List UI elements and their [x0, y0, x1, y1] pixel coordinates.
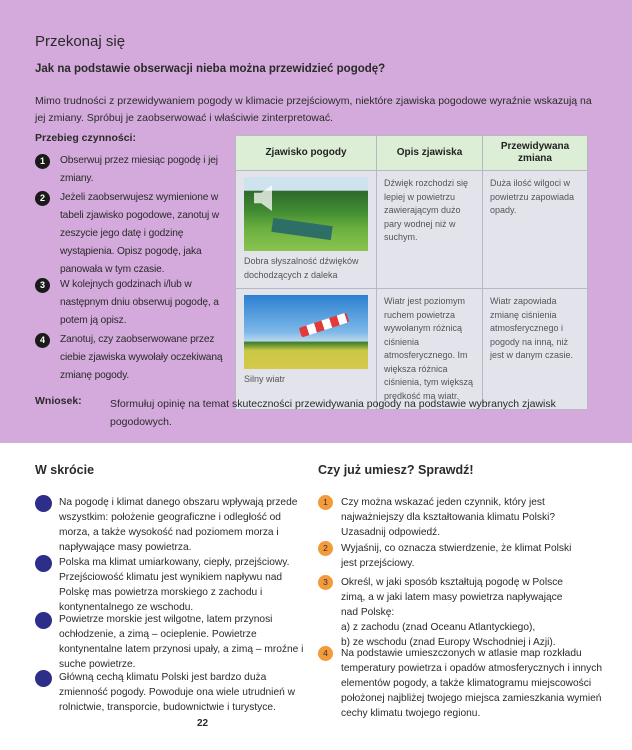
step-text: Jeżeli zaobserwujesz wymienione w tabeli zjawisko pogodowe, zanotuj w zeszycie jego datę i godzinę wystąpienia. Opisz pogodę, jaka panowała w tym czasie. — [60, 192, 219, 275]
phenomenon-cell: Dobra słyszalność dźwięków dochodzących z daleka — [244, 256, 359, 280]
description-cell: Dźwięk rozchodzi się lepiej w powietrzu zawierającym dużo pary wodnej niż w suchym. — [377, 171, 483, 289]
number-badge: 1 — [318, 495, 333, 510]
step-number: 1 — [35, 154, 50, 169]
steps-title: Przebieg czynności: — [35, 132, 136, 144]
train-sound-image — [244, 177, 368, 251]
check-title: Czy już umiesz? Sprawdź! — [318, 463, 474, 477]
bullet-icon — [35, 670, 52, 687]
bullet-icon — [35, 612, 52, 629]
summary-title: W skrócie — [35, 463, 95, 477]
question: Jak na podstawie obserwacji nieba można przewidzieć pogodę? — [35, 63, 386, 75]
step-text: Obserwuj przez miesiąc pogodę i jej zmiany. — [60, 155, 218, 184]
observation-table — [235, 135, 588, 410]
step-item — [35, 152, 231, 188]
question-item: 3 Określ, w jaki sposób kształtują pogodę w Polsce zimą, a w jaki latem masy powietrza napływające nad Polskę: a) z zachodu (znad Oceanu Atlantyckiego), b) ze wschodu (znad Europy Wschodniej i Azji). — [341, 575, 581, 650]
windsock-image — [244, 295, 368, 369]
conclusion-label: Wniosek: — [35, 395, 82, 407]
summary-item: Na pogodę i klimat danego obszaru wpływają przede wszystkim: położenie geograficzne i odległość od morza, a także wysokość nad poziomem morza i napływające masy powietrza. — [59, 495, 309, 555]
number-badge: 3 — [318, 575, 333, 590]
intro-text: Mimo trudności z przewidywaniem pogody w klimacie przejściowym, niektóre zjawiska pogodowe wyraźnie wskazują na jej zmiany. Spróbuj je zaobserwować i właściwie zinterpretować. — [35, 95, 592, 124]
table-header: Opis zjawiska — [377, 136, 483, 171]
question-item: 4 Na podstawie umieszczonych w atlasie map rozkładu temperatury powietrza i opadów atmosferycznych i innych elementów pogody, a także klimatogramu miejscowości położonej najbliżej twojego miejsca zamieszkania wymień cechy klimatu twojego regionu. — [341, 646, 603, 721]
speaker-icon — [254, 185, 272, 211]
table-header: Przewidywana zmiana — [483, 136, 588, 171]
bullet-icon — [35, 555, 52, 572]
step-text: Zanotuj, czy zaobserwowane przez ciebie zjawiska wywołały oczekiwaną zmianę pogody. — [60, 334, 223, 381]
table-header: Zjawisko pogody — [236, 136, 377, 171]
description-cell: Wiatr jest poziomym ruchem powietrza wywołanym różnicą ciśnienia atmosferycznego. Im większa różnica ciśnienia, tym większą prędkość ma wiatr. — [377, 289, 483, 410]
number-badge: 2 — [318, 541, 333, 556]
step-item — [35, 276, 231, 330]
change-cell: Duża ilość wilgoci w powietrzu zapowiada opady. — [483, 171, 588, 289]
table-row — [236, 289, 588, 410]
phenomenon-cell: Silny wiatr — [244, 374, 286, 384]
step-number: 2 — [35, 191, 50, 206]
table-row — [236, 171, 588, 289]
step-item — [35, 331, 231, 385]
change-cell: Wiatr zapowiada zmianę ciśnienia atmosferycznego i pogody na inną, niż jest w danym czasie. — [483, 289, 588, 410]
bullet-icon — [35, 495, 52, 512]
summary-item: Polska ma klimat umiarkowany, ciepły, przejściowy. Przejściowość klimatu jest wynikiem napływu nad Polskę mas powietrza morskiego z zachodu i kontynentalnego ze wschodu. — [59, 555, 299, 615]
step-text: W kolejnych godzinach i/lub w następnym dniu obserwuj pogodę, a potem ją opisz. — [60, 279, 219, 326]
summary-item: Powietrze morskie jest wilgotne, latem przynosi ochłodzenie, a zimą – ocieplenie. Powietrze kontynentalne latem przynosi upały, a zimą – mroźne i suche powietrze. — [59, 612, 304, 672]
step-number: 4 — [35, 333, 50, 348]
step-item — [35, 189, 231, 279]
conclusion-text: Sformułuj opinię na temat skuteczności przewidywania pogody na podstawie wybranych zjawisk pogodowych. — [110, 398, 556, 428]
number-badge: 4 — [318, 646, 333, 661]
summary-item: Główną cechą klimatu Polski jest bardzo duża zmienność pogody. Powoduje ona wiele utrudnień w rolnictwie, transporcie, budownictwie i turystyce. — [59, 670, 304, 715]
question-item: 1 Czy można wskazać jeden czynnik, który jest najważniejszy dla kształtowania klimatu Polski? Uzasadnij odpowiedź. — [341, 495, 576, 540]
question-item: 2 Wyjaśnij, co oznacza stwierdzenie, że klimat Polski jest przejściowy. — [341, 541, 581, 571]
section-title: Przekonaj się — [35, 33, 126, 50]
page-number: 22 — [197, 718, 209, 729]
step-number: 3 — [35, 278, 50, 293]
